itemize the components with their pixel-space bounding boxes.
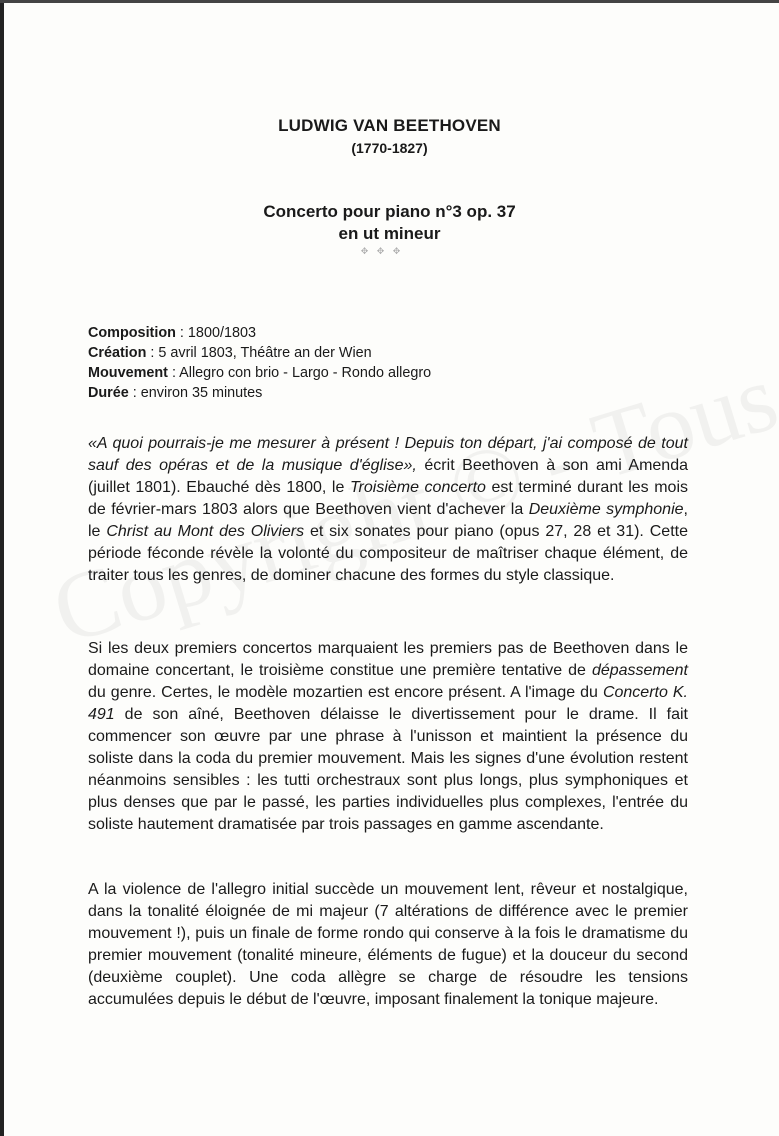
work-title (0, 201, 779, 245)
paragraph-2-text-1: Si les deux premiers concertos marquaient les premiers pas de Beethoven dans le domaine concertant, le troisième constitue une première tentative de (88, 640, 688, 679)
fact-composition-value: : 1800/1803 (175, 325, 256, 341)
fact-duree-value: : environ 35 minutes (128, 385, 263, 401)
fact-creation-value: : 5 avril 1803, Théâtre an der Wien (146, 345, 372, 361)
paragraph-2-text-3: de son aîné, Beethoven délaisse le divertissement pour le drame. Il fait commencer son œuvre par une phrase à l'unisson et maintient la présence du soliste dans la coda du premier mouvement. Mais les signes d'une évolution restent néanmoins sensibles : les tutti orchestraux sont plus longs, plus symphoniques et plus denses que par le passé, les parties individuelles plus complexes, l'entrée du soliste hautement dramatisée par trois passages en gamme ascendante. (88, 706, 688, 833)
paragraph-1-text-4: et six sonates pour piano (opus 27, 28 et 31). Cette période féconde révèle la volonté du compositeur de maîtriser chaque élément, de traiter tous les genres, de dominer chacune des formes du style classique. (88, 523, 688, 584)
italic-concerto-k491: Concerto K. 491 (88, 684, 688, 723)
italic-troisieme-concerto: Troisième concerto (349, 479, 486, 496)
paragraph-1 (88, 433, 688, 587)
italic-deuxieme-symphonie: Deuxième symphonie (528, 501, 684, 518)
scan-edge-top (0, 0, 779, 3)
work-title-line-2: en ut mineur (338, 224, 441, 243)
paragraph-3: A la violence de l'allegro initial succède un mouvement lent, rêveur et nostalgique, dans la tonalité éloignée de mi majeur (7 altérations de différence avec le premier mouvement !), puis un finale de forme rondo qui conserve à la fois le dramatisme du premier mouvement (tonalité mineure, éléments de fugue) et la douceur du second (deuxième couplet). Une coda allègre se charge de résoudre les tensions accumulées depuis le début de l'œuvre, imposant finalement la tonique majeure. (88, 881, 688, 1008)
paragraph-1-text-3: , le (88, 501, 688, 540)
composer-dates: (1770-1827) (351, 140, 428, 156)
fact-creation (88, 343, 431, 363)
fact-mouvement-value: : Allegro con brio - Largo - Rondo allegro (167, 365, 432, 381)
fact-mouvement-label: Mouvement (88, 365, 168, 381)
scan-edge-left (0, 0, 4, 1136)
paragraph-1-text-2: est terminé durant les mois de février-mars 1803 alors que Beethoven vient d'achever la (88, 479, 689, 518)
fact-duree-label: Durée (88, 385, 129, 401)
work-facts (88, 323, 431, 403)
fact-mouvement (88, 363, 431, 383)
work-title-line-1: Concerto pour piano n°3 op. 37 (263, 202, 516, 221)
paragraph-2 (88, 638, 688, 836)
fact-composition (88, 323, 431, 343)
fact-composition-label: Composition (88, 325, 176, 341)
italic-christ-mont-oliviers: Christ au Mont des Oliviers (106, 523, 305, 540)
paragraph-2-text-2: du genre. Certes, le modèle mozartien est encore présent. A l'image du (88, 684, 603, 701)
paragraph-1-text-1: écrit Beethoven à son ami Amenda (juillet 1801). Ebauché dès 1800, le (88, 457, 689, 496)
italic-depassement: dépassement (591, 662, 688, 679)
fact-creation-label: Création (88, 345, 147, 361)
composer-name: LUDWIG VAN BEETHOVEN (278, 116, 501, 135)
fact-duree (88, 383, 431, 403)
ornament-icon: ✥ ✥ ✥ (360, 246, 404, 256)
beethoven-quote: «A quoi pourrais-je me mesurer à présent ! Depuis ton départ, j'ai composé de tout sauf des opéras et de la musique d'église», (88, 435, 688, 474)
